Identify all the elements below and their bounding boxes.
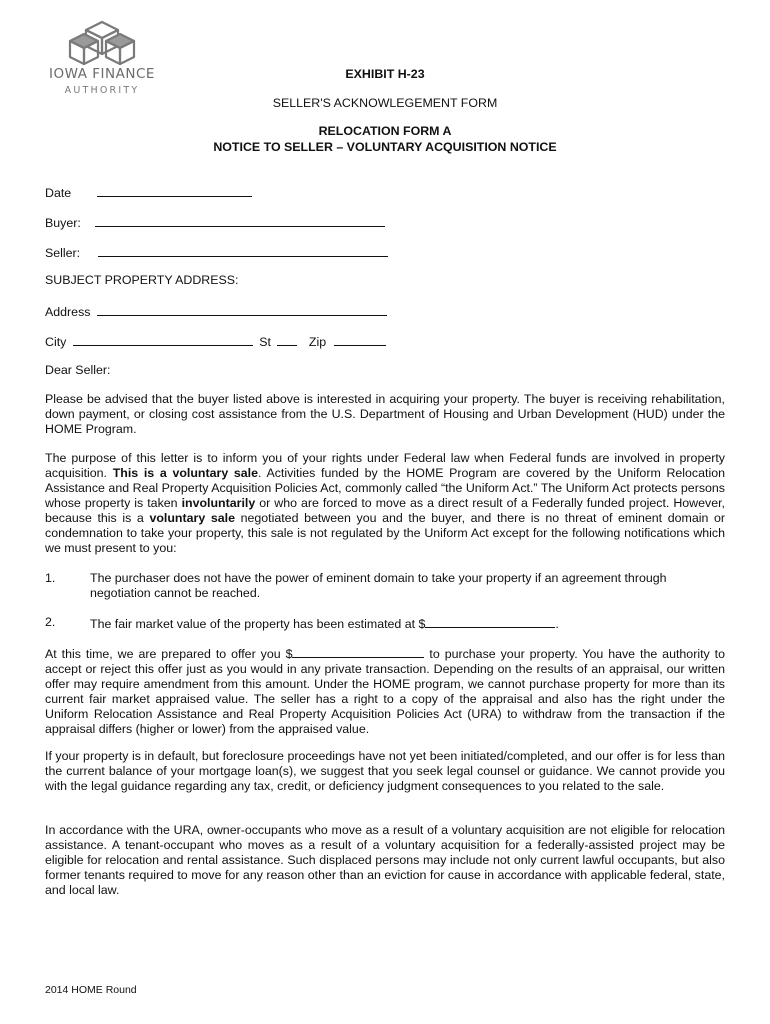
city-label: City <box>45 335 67 349</box>
address-label: Address <box>45 305 91 319</box>
paragraph-1: Please be advised that the buyer listed above is interested in acquiring your property. The buyer is receiving rehabilitation, down payment, or closing cost assistance from the U.S. Department of Housing and Urban Development (HUD) under the HOME Program. <box>45 392 725 436</box>
list-item-2-number: 2. <box>45 615 56 629</box>
fair-market-value-period: . <box>555 617 559 631</box>
logo-name-line2: AUTHORITY <box>64 85 140 96</box>
p2-text-e: or who are forced to move as a direct result of a Federally funded project. However, because this is a <box>45 496 725 525</box>
buyer-field <box>45 214 385 230</box>
city-state-zip-field <box>45 333 386 349</box>
st-blank[interactable] <box>277 333 297 346</box>
list-item-1-text: The purchaser does not have the power of eminent domain to take your property if an agreement through negotiation cannot be reached. <box>90 571 667 600</box>
date-label: Date <box>45 186 72 200</box>
zip-blank[interactable] <box>334 333 386 346</box>
offer-text-b: to purchase your property. You have the authority to accept or reject this offer just as you would in any private transaction. Depending on the results of an appraisal, our written offer may require amendment from this amount. Under the HOME program, we cannot purchase property for more than its current fair market appraised value. The seller has a right to a copy of the appraisal and also has the right under the Uniform Relocation Assistance and Real Property Acquisition Policies Act (URA) to withdraw from the transaction if the appraisal differs (higher or lower) from the appraised value. <box>45 647 725 736</box>
p2-text-a: The purpose of this letter is to inform you of your rights under Federal law when Federal funds are involved in property acquisition. <box>45 451 725 480</box>
paragraph-5: In accordance with the URA, owner-occupants who move as a result of a voluntary acquisition are not eligible for relocation assistance. A tenant-occupant who moves as a result of a voluntary acquisition for a federally-assisted project may be eligible for relocation and rental assistance. Such displaced persons may include not only current lawful occupants, but also former tenants required to move for any reason other than an eviction for cause in accordance with applicable federal, state, and local law. <box>45 823 725 897</box>
fair-market-value-text: The fair market value of the property has been estimated at $ <box>90 617 426 631</box>
address-blank[interactable] <box>97 303 387 316</box>
form-name: SELLER'S ACKNOWLEGEMENT FORM <box>272 96 498 110</box>
p2-text-c: . Activities funded by the HOME Program are covered by the Uniform Relocation Assistance and Real Property Acquisition Policies Act, commonly called “the Uniform Act.” The Uniform Act protects persons whose property is taken <box>45 466 725 510</box>
city-blank[interactable] <box>73 333 253 346</box>
exhibit-title: EXHIBIT H-23 <box>345 67 425 81</box>
seller-blank[interactable] <box>98 244 388 257</box>
subject-property-heading: SUBJECT PROPERTY ADDRESS: <box>45 273 239 287</box>
cube-logo-icon <box>40 20 164 70</box>
seller-label: Seller: <box>45 246 81 260</box>
paragraph-2 <box>45 451 725 556</box>
p2-bold-involuntarily: involuntarily <box>181 496 256 510</box>
st-label: St <box>259 335 271 349</box>
p2-bold-voluntary-sale-2: voluntary sale <box>149 511 235 525</box>
salutation: Dear Seller: <box>45 363 111 377</box>
fair-market-value-blank[interactable] <box>425 615 555 628</box>
zip-label: Zip <box>308 335 327 349</box>
notice-title: NOTICE TO SELLER – VOLUNTARY ACQUISITION NOTICE <box>213 140 557 154</box>
date-blank[interactable] <box>97 184 252 197</box>
date-field <box>45 184 252 200</box>
offer-amount-blank[interactable] <box>292 645 424 658</box>
footer-text: 2014 HOME Round <box>45 984 137 996</box>
p2-bold-voluntary-sale: This is a voluntary sale <box>112 466 259 480</box>
p2-text-g: negotiated between you and the buyer, and there is no threat of eminent domain or condemnation to take your property, this sale is not regulated by the Uniform Act except for the following notifications which we must present to you: <box>45 511 725 555</box>
paragraph-3 <box>45 645 725 737</box>
offer-text-a: At this time, we are prepared to offer you $ <box>45 647 293 661</box>
list-item-1-number: 1. <box>45 571 56 585</box>
paragraph-4: If your property is in default, but foreclosure proceedings have not yet been initiated/completed, and our offer is for less than the current balance of your mortgage loan(s), we suggest that you seek legal counsel or guidance. We cannot provide you with the legal guidance regarding any tax, credit, or deficiency judgment consequences to you related to the sale. <box>45 749 725 793</box>
buyer-blank[interactable] <box>95 214 385 227</box>
buyer-label: Buyer: <box>45 216 81 230</box>
logo-name-line1: IOWA FINANCE <box>49 66 155 82</box>
seller-field <box>45 244 388 260</box>
address-field <box>45 303 387 319</box>
list-item-2-text <box>90 615 725 632</box>
relocation-form-title: RELOCATION FORM A <box>318 124 452 138</box>
